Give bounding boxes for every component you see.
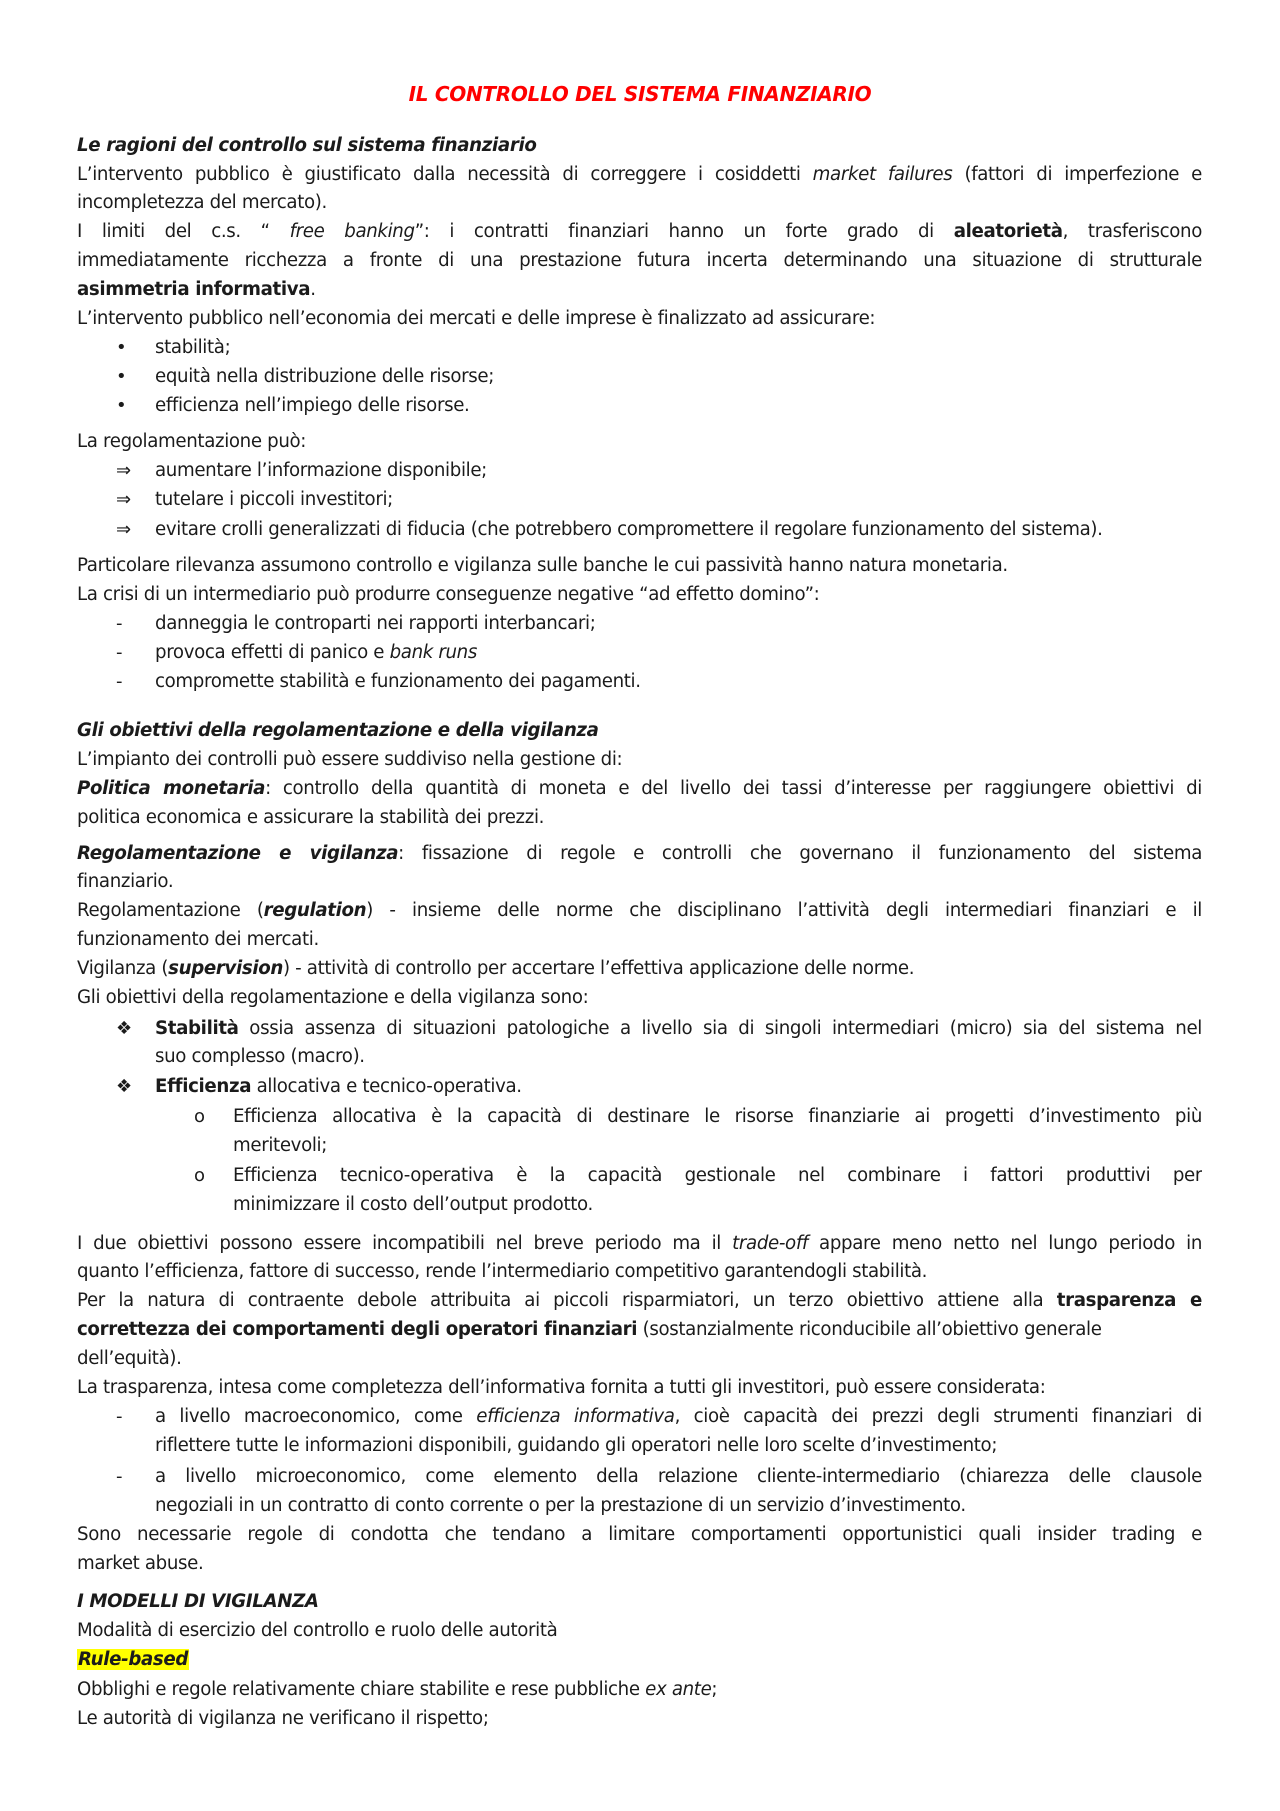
paragraph-line: L’intervento pubblico nell’economia dei mercati e delle imprese è finalizzato ad assicurare:	[77, 308, 876, 329]
sub-list-item: Efficienza allocativa è la capacità di destinare le risorse finanziarie ai progetti d’investimento più	[233, 1106, 1202, 1127]
arrow-right-icon: ⇒	[116, 489, 132, 510]
list-item: efficienza nell’impiego delle risorse.	[155, 395, 470, 416]
paragraph-line: Per la natura di contraente debole attribuita ai piccoli risparmiatori, un terzo obiettivo attiene alla trasparenza e	[77, 1290, 1202, 1311]
dash-bullet-icon: -	[116, 613, 123, 634]
sub-list-item-continuation: meritevoli;	[233, 1135, 328, 1156]
list-item: Efficienza allocativa e tecnico-operativa.	[155, 1076, 522, 1097]
list-item-continuation: riflettere tutte le informazioni disponibili, guidando gli operatori nelle loro scelte d’investimento;	[155, 1435, 998, 1456]
section-heading-ragioni: Le ragioni del controllo sul sistema finanziario	[77, 135, 537, 156]
bullet-dot-icon: •	[116, 395, 127, 416]
dash-bullet-icon: -	[116, 1406, 123, 1427]
dash-bullet-icon: -	[116, 642, 123, 663]
bullet-dot-icon: •	[116, 366, 127, 387]
paragraph-line: asimmetria informativa.	[77, 279, 316, 300]
circle-bullet-icon: o	[194, 1106, 206, 1127]
paragraph-line: market abuse.	[77, 1553, 204, 1574]
highlighted-heading-rule-based: Rule-based	[78, 1649, 189, 1670]
bullet-dot-icon: •	[116, 337, 127, 358]
paragraph-line: L’intervento pubblico è giustificato dalla necessità di correggere i cosiddetti market failures (fattori di imperfezione e	[77, 164, 1202, 185]
list-item: Stabilità ossia assenza di situazioni patologiche a livello sia di singoli intermediari (micro) sia del sistema nel	[155, 1018, 1202, 1039]
paragraph-line: Modalità di esercizio del controllo e ruolo delle autorità	[77, 1620, 558, 1641]
paragraph-line: Le autorità di vigilanza ne verificano il rispetto;	[77, 1708, 489, 1729]
paragraph-line: Regolamentazione (regulation) - insieme delle norme che disciplinano l’attività degli intermediari finanziari e il	[77, 900, 1202, 921]
paragraph-line: dell’equità).	[77, 1348, 182, 1369]
paragraph-line: quanto l’efficienza, fattore di successo, rende l’intermediario competitivo garantendogli stabilità.	[77, 1261, 928, 1282]
paragraph-line: I limiti del c.s. “ free banking”: i contratti finanziari hanno un forte grado di aleatorietà, trasferiscono	[77, 221, 1202, 242]
paragraph-line: Particolare rilevanza assumono controllo e vigilanza sulle banche le cui passività hanno natura monetaria.	[77, 555, 1008, 576]
list-item-continuation: negoziali in un contratto di conto corrente o per la prestazione di un servizio d’investimento.	[155, 1495, 966, 1516]
list-item: compromette stabilità e funzionamento dei pagamenti.	[155, 671, 641, 692]
diamond-bullet-icon: ❖	[116, 1076, 133, 1097]
paragraph-line: correttezza dei comportamenti degli operatori finanziari (sostanzialmente riconducibile all’obiettivo generale	[77, 1319, 1102, 1340]
paragraph-line: L’impianto dei controlli può essere suddiviso nella gestione di:	[77, 749, 623, 770]
arrow-right-icon: ⇒	[116, 519, 132, 540]
paragraph-line: finanziario.	[77, 871, 174, 892]
paragraph-line: Obblighi e regole relativamente chiare stabilite e rese pubbliche ex ante;	[77, 1679, 718, 1700]
paragraph-line: Sono necessarie regole di condotta che tendano a limitare comportamenti opportunistici quali insider trading e	[77, 1524, 1202, 1545]
list-item: equità nella distribuzione delle risorse;	[155, 366, 495, 387]
paragraph-line: La regolamentazione può:	[77, 431, 307, 452]
list-item: stabilità;	[155, 337, 231, 358]
list-item: tutelare i piccoli investitori;	[155, 489, 393, 510]
paragraph-line: immediatamente ricchezza a fronte di una prestazione futura incerta determinando una situazione di strutturale	[77, 250, 1202, 271]
arrow-right-icon: ⇒	[116, 460, 132, 481]
dash-bullet-icon: -	[116, 671, 123, 692]
paragraph-line: La trasparenza, intesa come completezza dell’informativa fornita a tutti gli investitori, può essere considerata:	[77, 1377, 1046, 1398]
list-item: evitare crolli generalizzati di fiducia (che potrebbero compromettere il regolare funzionamento del sistema).	[155, 519, 1103, 540]
document-title: IL CONTROLLO DEL SISTEMA FINANZIARIO	[408, 82, 872, 106]
list-item: aumentare l’informazione disponibile;	[155, 460, 487, 481]
sub-list-item: Efficienza tecnico-operativa è la capacità gestionale nel combinare i fattori produttivi per	[233, 1165, 1202, 1186]
paragraph-line: Politica monetaria: controllo della quantità di moneta e del livello dei tassi d’interesse per raggiungere obiettivi di	[77, 778, 1202, 799]
dash-bullet-icon: -	[116, 1466, 123, 1487]
paragraph-line: La crisi di un intermediario può produrre conseguenze negative “ad effetto domino”:	[77, 584, 820, 605]
section-heading-obiettivi: Gli obiettivi della regolamentazione e della vigilanza	[77, 720, 599, 741]
paragraph-line: incompletezza del mercato).	[77, 192, 327, 213]
paragraph-line: funzionamento dei mercati.	[77, 929, 319, 950]
paragraph-line: Gli obiettivi della regolamentazione e della vigilanza sono:	[77, 987, 589, 1008]
paragraph-line: politica economica e assicurare la stabilità dei prezzi.	[77, 807, 545, 828]
diamond-bullet-icon: ❖	[116, 1018, 133, 1039]
list-item: provoca effetti di panico e bank runs	[155, 642, 477, 663]
list-item: a livello microeconomico, come elemento della relazione cliente-intermediario (chiarezza delle clausole	[155, 1466, 1202, 1487]
sub-list-item-continuation: minimizzare il costo dell’output prodotto.	[233, 1194, 593, 1215]
list-item-continuation: suo complesso (macro).	[155, 1046, 365, 1067]
list-item: danneggia le controparti nei rapporti interbancari;	[155, 613, 596, 634]
circle-bullet-icon: o	[194, 1165, 206, 1186]
paragraph-line: Vigilanza (supervision) - attività di controllo per accertare l’effettiva applicazione delle norme.	[77, 958, 915, 979]
paragraph-line: Regolamentazione e vigilanza: fissazione di regole e controlli che governano il funzionamento del sistema	[77, 843, 1202, 864]
list-item: a livello macroeconomico, come efficienza informativa, cioè capacità dei prezzi degli strumenti finanziari di	[155, 1406, 1202, 1427]
paragraph-line: I due obiettivi possono essere incompatibili nel breve periodo ma il trade-off appare meno netto nel lungo periodo in	[77, 1233, 1202, 1254]
section-heading-modelli: I MODELLI DI VIGILANZA	[77, 1591, 319, 1612]
